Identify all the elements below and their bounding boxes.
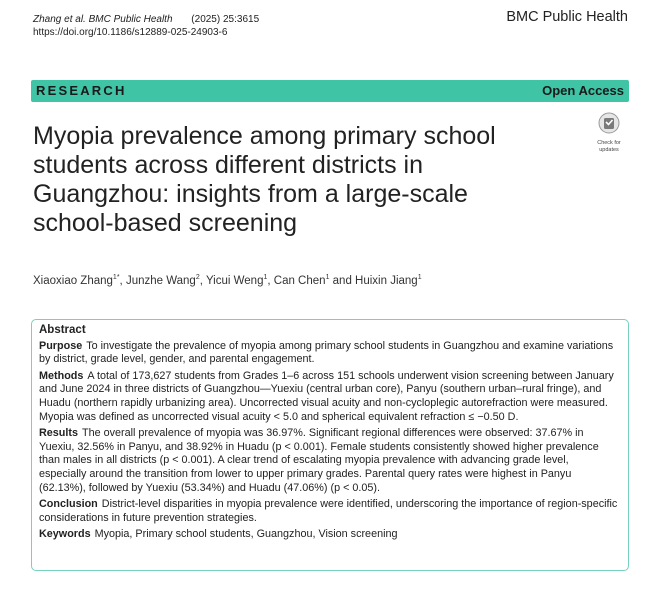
citation-header [33,13,259,39]
abstract-results: Results The overall prevalence of myopia was 36.97%. Significant regional differences were observed: 37.67% in Yuexiu, 32.56% in Panyu, and 38.92% in Huadu (p < 0.001). Female students consistently showed higher prevalence than males in all districts (p < 0.001). A clear trend of escalating myopia prevalence with advancing grade level, especially around the transition from lower to upper primary grades. Parental query rates were highest in Panyu (62.13%), followed by Yuexiu (53.34%) and Huadu (47.06%) (p < 0.05). [39,427,599,494]
author[interactable]: Huixin Jiang$^1$ [355,274,422,287]
article-title: Myopia prevalence among primary school students across different districts in Guangzhou: insights from a large-scale school-based screening [33,122,496,237]
journal-name: BMC Public Health [506,9,628,25]
citation-authors: Zhang et al. [33,14,86,25]
abstract-heading: Abstract [39,324,86,336]
citation-journal: BMC Public Health [88,14,173,25]
author[interactable]: Can Chen$^1$ [273,274,330,287]
open-access-label: Open Access [542,83,624,98]
abstract-keywords: Keywords Myopia, Primary school students, Guangzhou, Vision screening [39,528,398,541]
author-list: Xiaoxiao Zhang$^{1*}$, Junzhe Wang$^2$, Yicui Weng$^1$, Can Chen$^1$ and Huixin Jiang$^1$ [33,274,422,287]
citation-doi[interactable]: https://doi.org/10.1186/s12889-025-24903-6 [33,27,228,38]
citation-year-volume: (2025) 25:3615 [191,14,260,25]
abstract-purpose: Purpose To investigate the prevalence of myopia among primary school students in Guangzhou and examine variations by district, grade level, gender, and parental engagement. [39,339,614,366]
article-type-label: RESEARCH [36,83,127,98]
check-for-updates-line2: updates [599,147,619,153]
check-for-updates-icon [598,112,620,134]
author[interactable]: Junzhe Wang$^2$ [125,274,200,287]
research-banner [31,80,629,102]
author[interactable]: Yicui Weng$^1$ [205,274,268,287]
check-for-updates-line1: Check for [597,140,621,146]
abstract-box [31,319,629,571]
abstract-conclusion: Conclusion District-level disparities in myopia prevalence were identified, underscoring the importance of region-specific considerations in future prevention strategies. [39,498,618,524]
check-for-updates-button[interactable] [591,112,627,153]
author[interactable]: Xiaoxiao Zhang$^{1*}$ [33,274,120,287]
abstract-methods: Methods A total of 173,627 students from Grades 1–6 across 151 schools underwent vision screening between January and June 2024 in three districts of Guangzhou—Yuexiu (central urban core), Panyu (southern urban–rural fringe), and Huadu (northern rapidly urbanizing area). Uncorrected visual acuity and non-cycloplegic autorefraction were measured. Myopia was defined as uncorrected visual acuity < 5.0 and spherical equivalent refraction ≤ −0.50 D. [39,369,614,423]
